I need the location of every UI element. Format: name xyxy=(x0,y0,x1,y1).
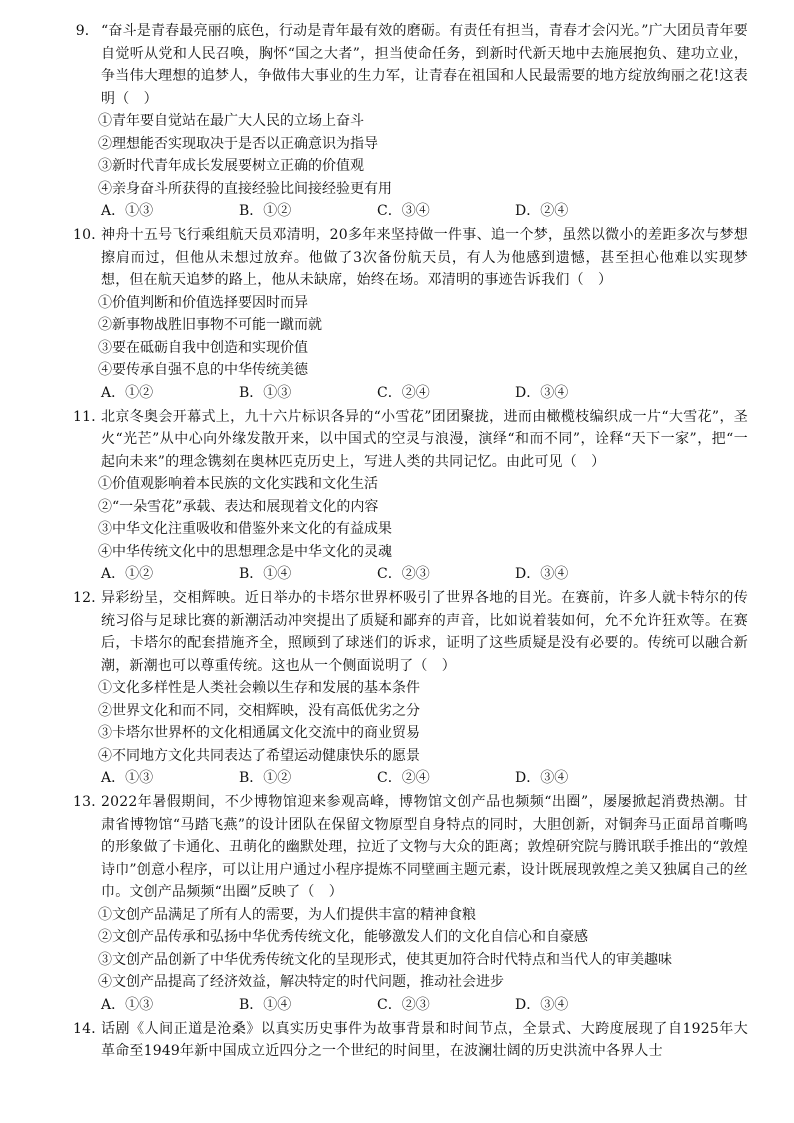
statement-item: ①文创产品满足了所有人的需要，为人们提供丰富的精神食粮 xyxy=(98,906,476,923)
question-text: 话剧《人间正道是沧桑》以真实历史事件为故事背景和时间节点，全景式、大跨度展现了自1925年大革命至1949年新中国成立近四分之一个世纪的时间里，在波澜壮阔的历史洪流中各界人士 xyxy=(101,1020,748,1059)
statement-item: ④不同地方文化共同表达了希望运动健康快乐的愿景 xyxy=(98,747,420,764)
question-stem xyxy=(73,791,748,904)
statement-item: ①文化多样性是人类社会赖以生存和发展的基本条件 xyxy=(98,680,420,696)
answer-option[interactable]: C．②④ xyxy=(377,770,430,786)
question-block xyxy=(73,587,748,789)
answer-option[interactable]: D．③④ xyxy=(515,384,569,401)
question-text: 异彩纷呈，交相辉映。近日举办的卡塔尔世界杯吸引了世界各地的目光。在赛前，许多人就卡特尔的传统习俗与足球比赛的新潮活动冲突提出了质疑和鄙弃的声音，比如说着装如何，允不允许狂欢等。在赛后，卡塔尔的配套措施齐全，照顾到了球迷们的诉求，证明了这些质疑是没有必要的。传统可以融合新潮，新潮也可以尊重传统。这也从一个侧面说明了（ ） xyxy=(101,590,748,674)
statement-item: ①价值判断和价值选择要因时而异 xyxy=(98,294,308,311)
statement-item: ③卡塔尔世界杯的文化相通属文化交流中的商业贸易 xyxy=(98,725,420,741)
answer-option[interactable]: B．①② xyxy=(239,203,292,219)
answer-option[interactable]: A．①③ xyxy=(101,996,154,1013)
question-number: 13． xyxy=(73,794,106,810)
answer-option[interactable]: D．③④ xyxy=(515,770,569,786)
question-block xyxy=(73,791,748,1016)
answer-option[interactable]: B．①② xyxy=(239,770,292,786)
question-text: “奋斗是青春最亮丽的底色，行动是青年最有效的磨砺。有责任有担当，青春才会闪光。”广大团员青年要自觉听从党和人民召唤，胸怀“国之大者”，担当使命任务，到新时代新天地中去施展抱负、建功立业，争当伟大理想的追梦人，争做伟大事业的生力军，让青春在祖国和人民最需要的地方绽放绚丽之花!这表明（ ） xyxy=(101,23,748,107)
question-number: 9． xyxy=(75,23,99,39)
answer-option[interactable]: B．①④ xyxy=(239,566,292,582)
question-stem xyxy=(76,20,748,110)
answer-option[interactable]: A．①② xyxy=(101,566,154,582)
statement-item: ①青年要自觉站在最广大人民的立场上奋斗 xyxy=(98,113,364,129)
question-block xyxy=(73,224,748,404)
statement-item: ③新时代青年成长发展要树立正确的价值观 xyxy=(98,158,364,174)
answer-option[interactable]: D．③④ xyxy=(515,566,569,582)
answer-option[interactable]: C．③④ xyxy=(377,203,430,219)
answer-option[interactable]: A．①③ xyxy=(101,203,154,219)
answer-options xyxy=(76,200,748,222)
question-block xyxy=(73,406,748,586)
statement-item: ①价值观影响着本民族的文化实践和文化生活 xyxy=(98,476,378,492)
answer-options xyxy=(76,994,748,1016)
answer-options xyxy=(76,767,748,789)
question-stem xyxy=(73,406,748,474)
statement-item: ②文创产品传承和弘扬中华优秀传统文化，能够激发人们的文化自信心和自豪感 xyxy=(98,929,588,945)
question-text: 北京冬奥会开幕式上，九十六片标识各异的“小雪花”团团聚拢，进而由橄榄枝编织成一片“大雪花”，圣火“光芒”从中心向外缘发散开来，以中国式的空灵与浪漫，演绎“和而不同”，诠释“天下一家”，把“一起向未来”的理念镌刻在奥林匹克历史上，写进人类的共同记忆。由此可见（ ） xyxy=(101,408,748,470)
answer-option[interactable]: D．②④ xyxy=(515,203,569,219)
statement-item: ④中华传统文化中的思想理念是中华文化的灵魂 xyxy=(98,543,392,560)
statement-item: ②世界文化和而不同，交相辉映，没有高低优劣之分 xyxy=(98,702,420,719)
statement-item: ②新事物战胜旧事物不可能一蹴而就 xyxy=(98,317,322,333)
answer-option[interactable]: B．①③ xyxy=(239,384,292,401)
question-stem xyxy=(73,1018,748,1063)
statement-item: ③中华文化注重吸收和借鉴外来文化的有益成果 xyxy=(98,521,392,537)
statement-item: ④亲身奋斗所获得的直接经验比间接经验更有用 xyxy=(98,180,392,197)
answer-option[interactable]: A．①② xyxy=(101,384,154,401)
answer-option[interactable]: D．③④ xyxy=(515,996,569,1013)
question-stem xyxy=(73,587,748,677)
statement-item: ③文创产品创新了中华优秀传统文化的呈现形式，使其更加符合时代特点和当代人的审美趣味 xyxy=(98,951,672,968)
answer-options xyxy=(76,382,748,404)
question-number: 11． xyxy=(73,408,106,425)
answer-option[interactable]: C．②③ xyxy=(377,996,430,1013)
statement-item: ④要传承自强不息的中华传统美德 xyxy=(98,362,308,378)
statement-item: ②“一朵雪花”承载、表达和展现着文化的内容 xyxy=(98,498,379,515)
answer-option[interactable]: B．①④ xyxy=(239,996,292,1013)
answer-option[interactable]: A．①③ xyxy=(101,770,154,786)
question-number: 12． xyxy=(73,590,106,606)
answer-option[interactable]: C．②③ xyxy=(377,566,430,582)
exam-page xyxy=(73,20,748,1065)
question-number: 10． xyxy=(73,227,106,243)
question-text: 神舟十五号飞行乘组航天员邓清明，20多年来坚持做一件事、追一个梦，虽然以微小的差距多次与梦想擦肩而过，但他从未想过放弃。他做了3次备份航天员，有人为他感到遗憾，甚至担心他难以实现梦想，但在航天追梦的路上，他从未缺席，始终在场。邓清明的事迹告诉我们（ ） xyxy=(101,227,748,288)
answer-option[interactable]: C．②④ xyxy=(377,384,430,401)
statement-item: ④文创产品提高了经济效益，解决特定的时代问题，推动社会进步 xyxy=(98,974,504,990)
statement-item: ②理想能否实现取决于是否以正确意识为指导 xyxy=(98,135,378,152)
answer-options xyxy=(76,563,748,585)
question-block xyxy=(73,1018,748,1063)
question-stem xyxy=(73,224,748,292)
question-number: 14． xyxy=(73,1020,106,1037)
question-text: 2022年暑假期间，不少博物馆迎来参观高峰，博物馆文创产品也频频“出圈”，屡屡掀起消费热潮。甘肃省博物馆“马踏飞燕”的设计团队在保留文物原型自身特点的同时，大胆创新，对铜奔马正面昂首嘶鸣的形象做了卡通化、丑萌化的幽默处理，拉近了文物与大众的距离；敦煌研究院与腾讯联手推出的“敦煌诗巾”创意小程序，可以让用户通过小程序提炼不同壁画主题元素，设计既展现敦煌之美又独属自己的丝巾。文创产品频频“出圈”反映了（ ） xyxy=(101,794,748,900)
question-block xyxy=(76,20,748,222)
statement-item: ③要在砥砺自我中创造和实现价值 xyxy=(98,339,308,356)
